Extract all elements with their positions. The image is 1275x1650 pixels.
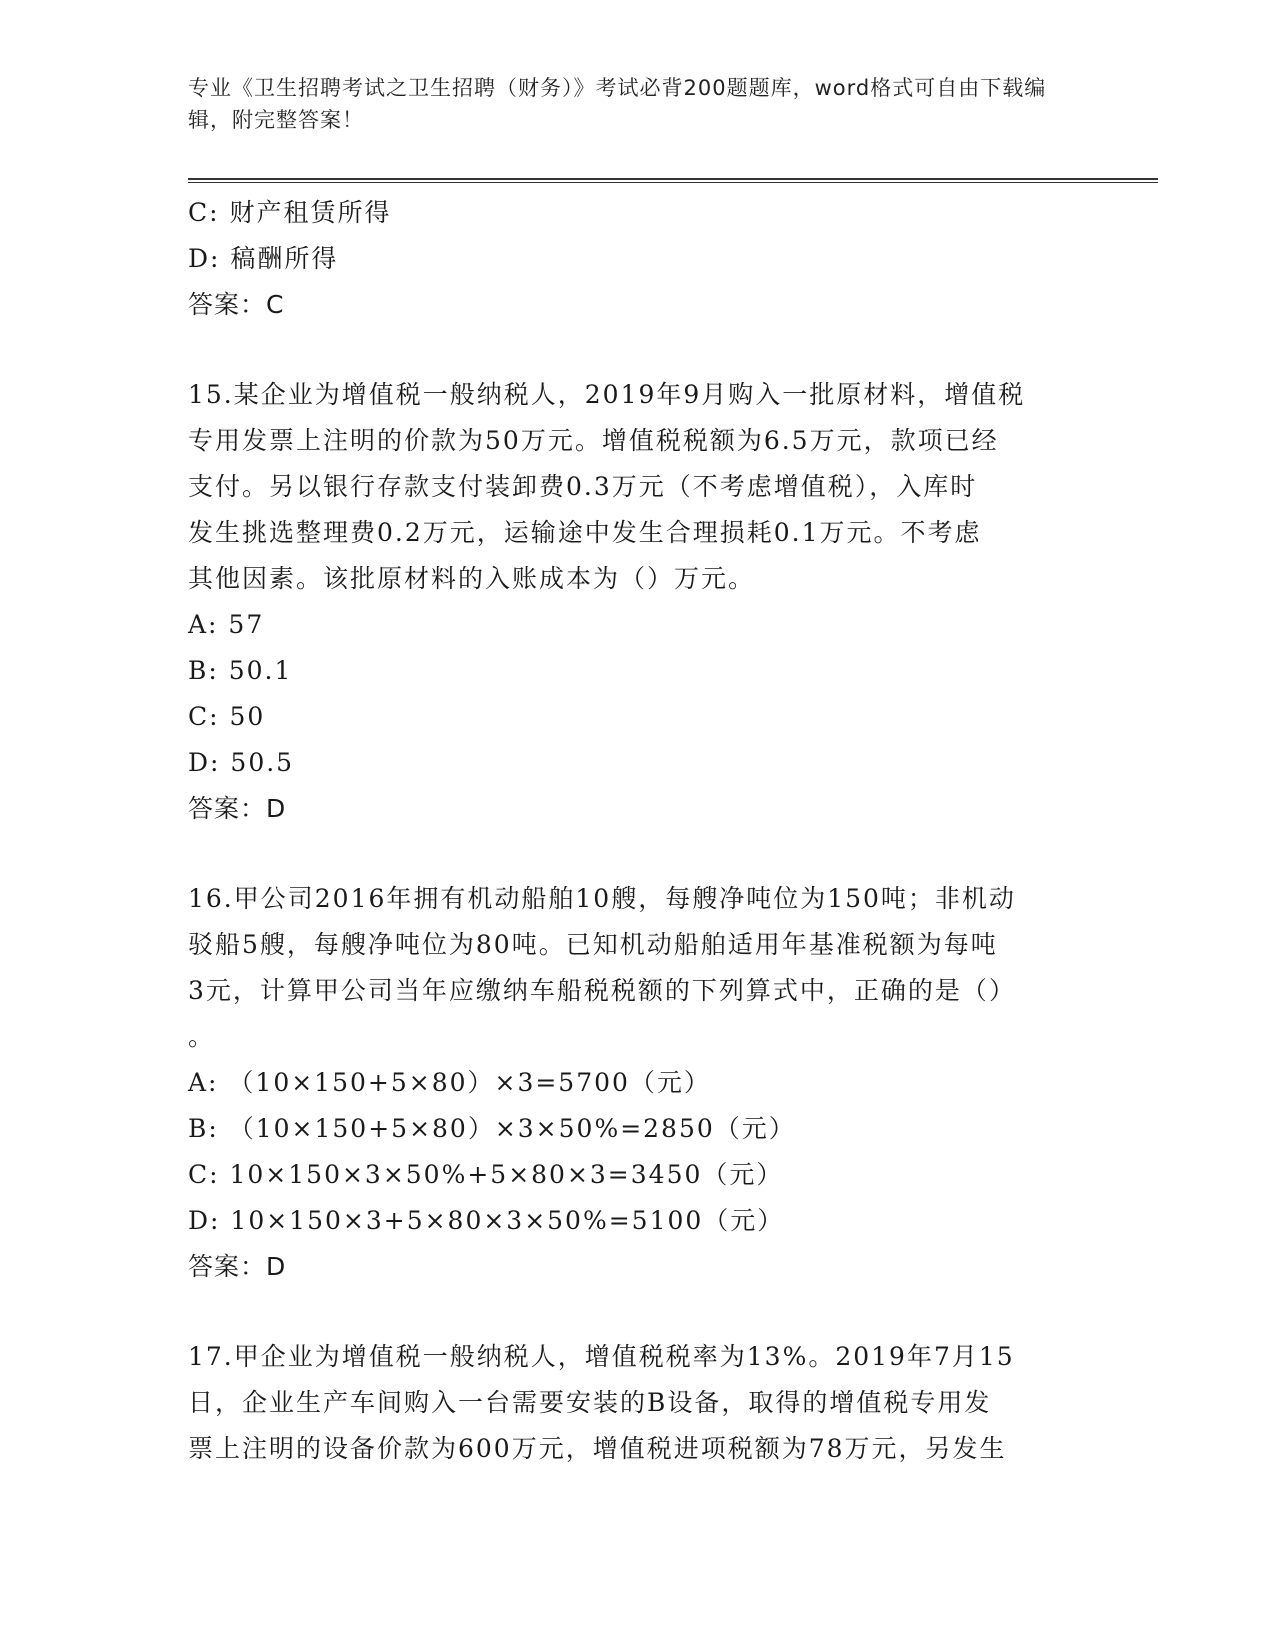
spacer bbox=[188, 328, 1088, 372]
option-a: A: 57 bbox=[188, 610, 265, 639]
question-text-line: 发生挑选整理费0.2万元，运输途中发生合理损耗0.1万元。不考虑 bbox=[188, 518, 982, 547]
header-divider bbox=[188, 178, 1158, 183]
answer-line: 答案：D bbox=[188, 794, 287, 823]
question-text-line: 15.某企业为增值税一般纳税人，2019年9月购入一批原材料，增值税 bbox=[188, 380, 1026, 409]
spacer bbox=[188, 1290, 1088, 1334]
question-text-line: 16.甲公司2016年拥有机动船舶10艘，每艘净吨位为150吨；非机动 bbox=[188, 884, 1016, 913]
option-b: B: （10×150+5×80）×3×50%=2850（元） bbox=[188, 1114, 796, 1143]
page-header: 专业《卫生招聘考试之卫生招聘（财务）》考试必背200题题库，word格式可自由下载编辑，附完整答案！ bbox=[188, 76, 1047, 132]
question-text-line: 支付。另以银行存款支付装卸费0.3万元（不考虑增值税），入库时 bbox=[188, 472, 978, 501]
question-text-line: 17.甲企业为增值税一般纳税人，增值税税率为13%。2019年7月15 bbox=[188, 1342, 1015, 1371]
question-text-line: 票上注明的设备价款为600万元，增值税进项税额为78万元，另发生 bbox=[188, 1434, 1007, 1463]
option-d: D: 50.5 bbox=[188, 748, 295, 777]
answer-line: 答案：D bbox=[188, 1252, 287, 1281]
document-body bbox=[188, 190, 1088, 1472]
option-d: D: 稿酬所得 bbox=[188, 244, 339, 273]
option-a: A: （10×150+5×80）×3=5700（元） bbox=[188, 1068, 711, 1097]
question-15 bbox=[188, 372, 1088, 832]
option-c: C: 10×150×3×50%+5×80×3=3450（元） bbox=[188, 1160, 784, 1189]
spacer bbox=[188, 832, 1088, 876]
answer-line: 答案：C bbox=[188, 290, 285, 319]
question-16 bbox=[188, 876, 1088, 1290]
option-b: B: 50.1 bbox=[188, 656, 293, 685]
question-text-line: 日，企业生产车间购入一台需要安装的B设备，取得的增值税专用发 bbox=[188, 1388, 992, 1417]
question-text-line: 。 bbox=[188, 1022, 216, 1051]
prev-question bbox=[188, 190, 1088, 328]
question-17 bbox=[188, 1334, 1088, 1472]
question-text-line: 专用发票上注明的价款为50万元。增值税税额为6.5万元，款项已经 bbox=[188, 426, 999, 455]
option-d: D: 10×150×3+5×80×3×50%=5100（元） bbox=[188, 1206, 785, 1235]
option-c: C: 50 bbox=[188, 702, 266, 731]
question-text-line: 3元，计算甲公司当年应缴纳车船税税额的下列算式中，正确的是（） bbox=[188, 976, 1016, 1005]
option-c: C: 财产租赁所得 bbox=[188, 198, 392, 227]
question-text-line: 驳船5艘，每艘净吨位为80吨。已知机动船舶适用年基准税额为每吨 bbox=[188, 930, 998, 959]
question-text-line: 其他因素。该批原材料的入账成本为（）万元。 bbox=[188, 564, 756, 593]
